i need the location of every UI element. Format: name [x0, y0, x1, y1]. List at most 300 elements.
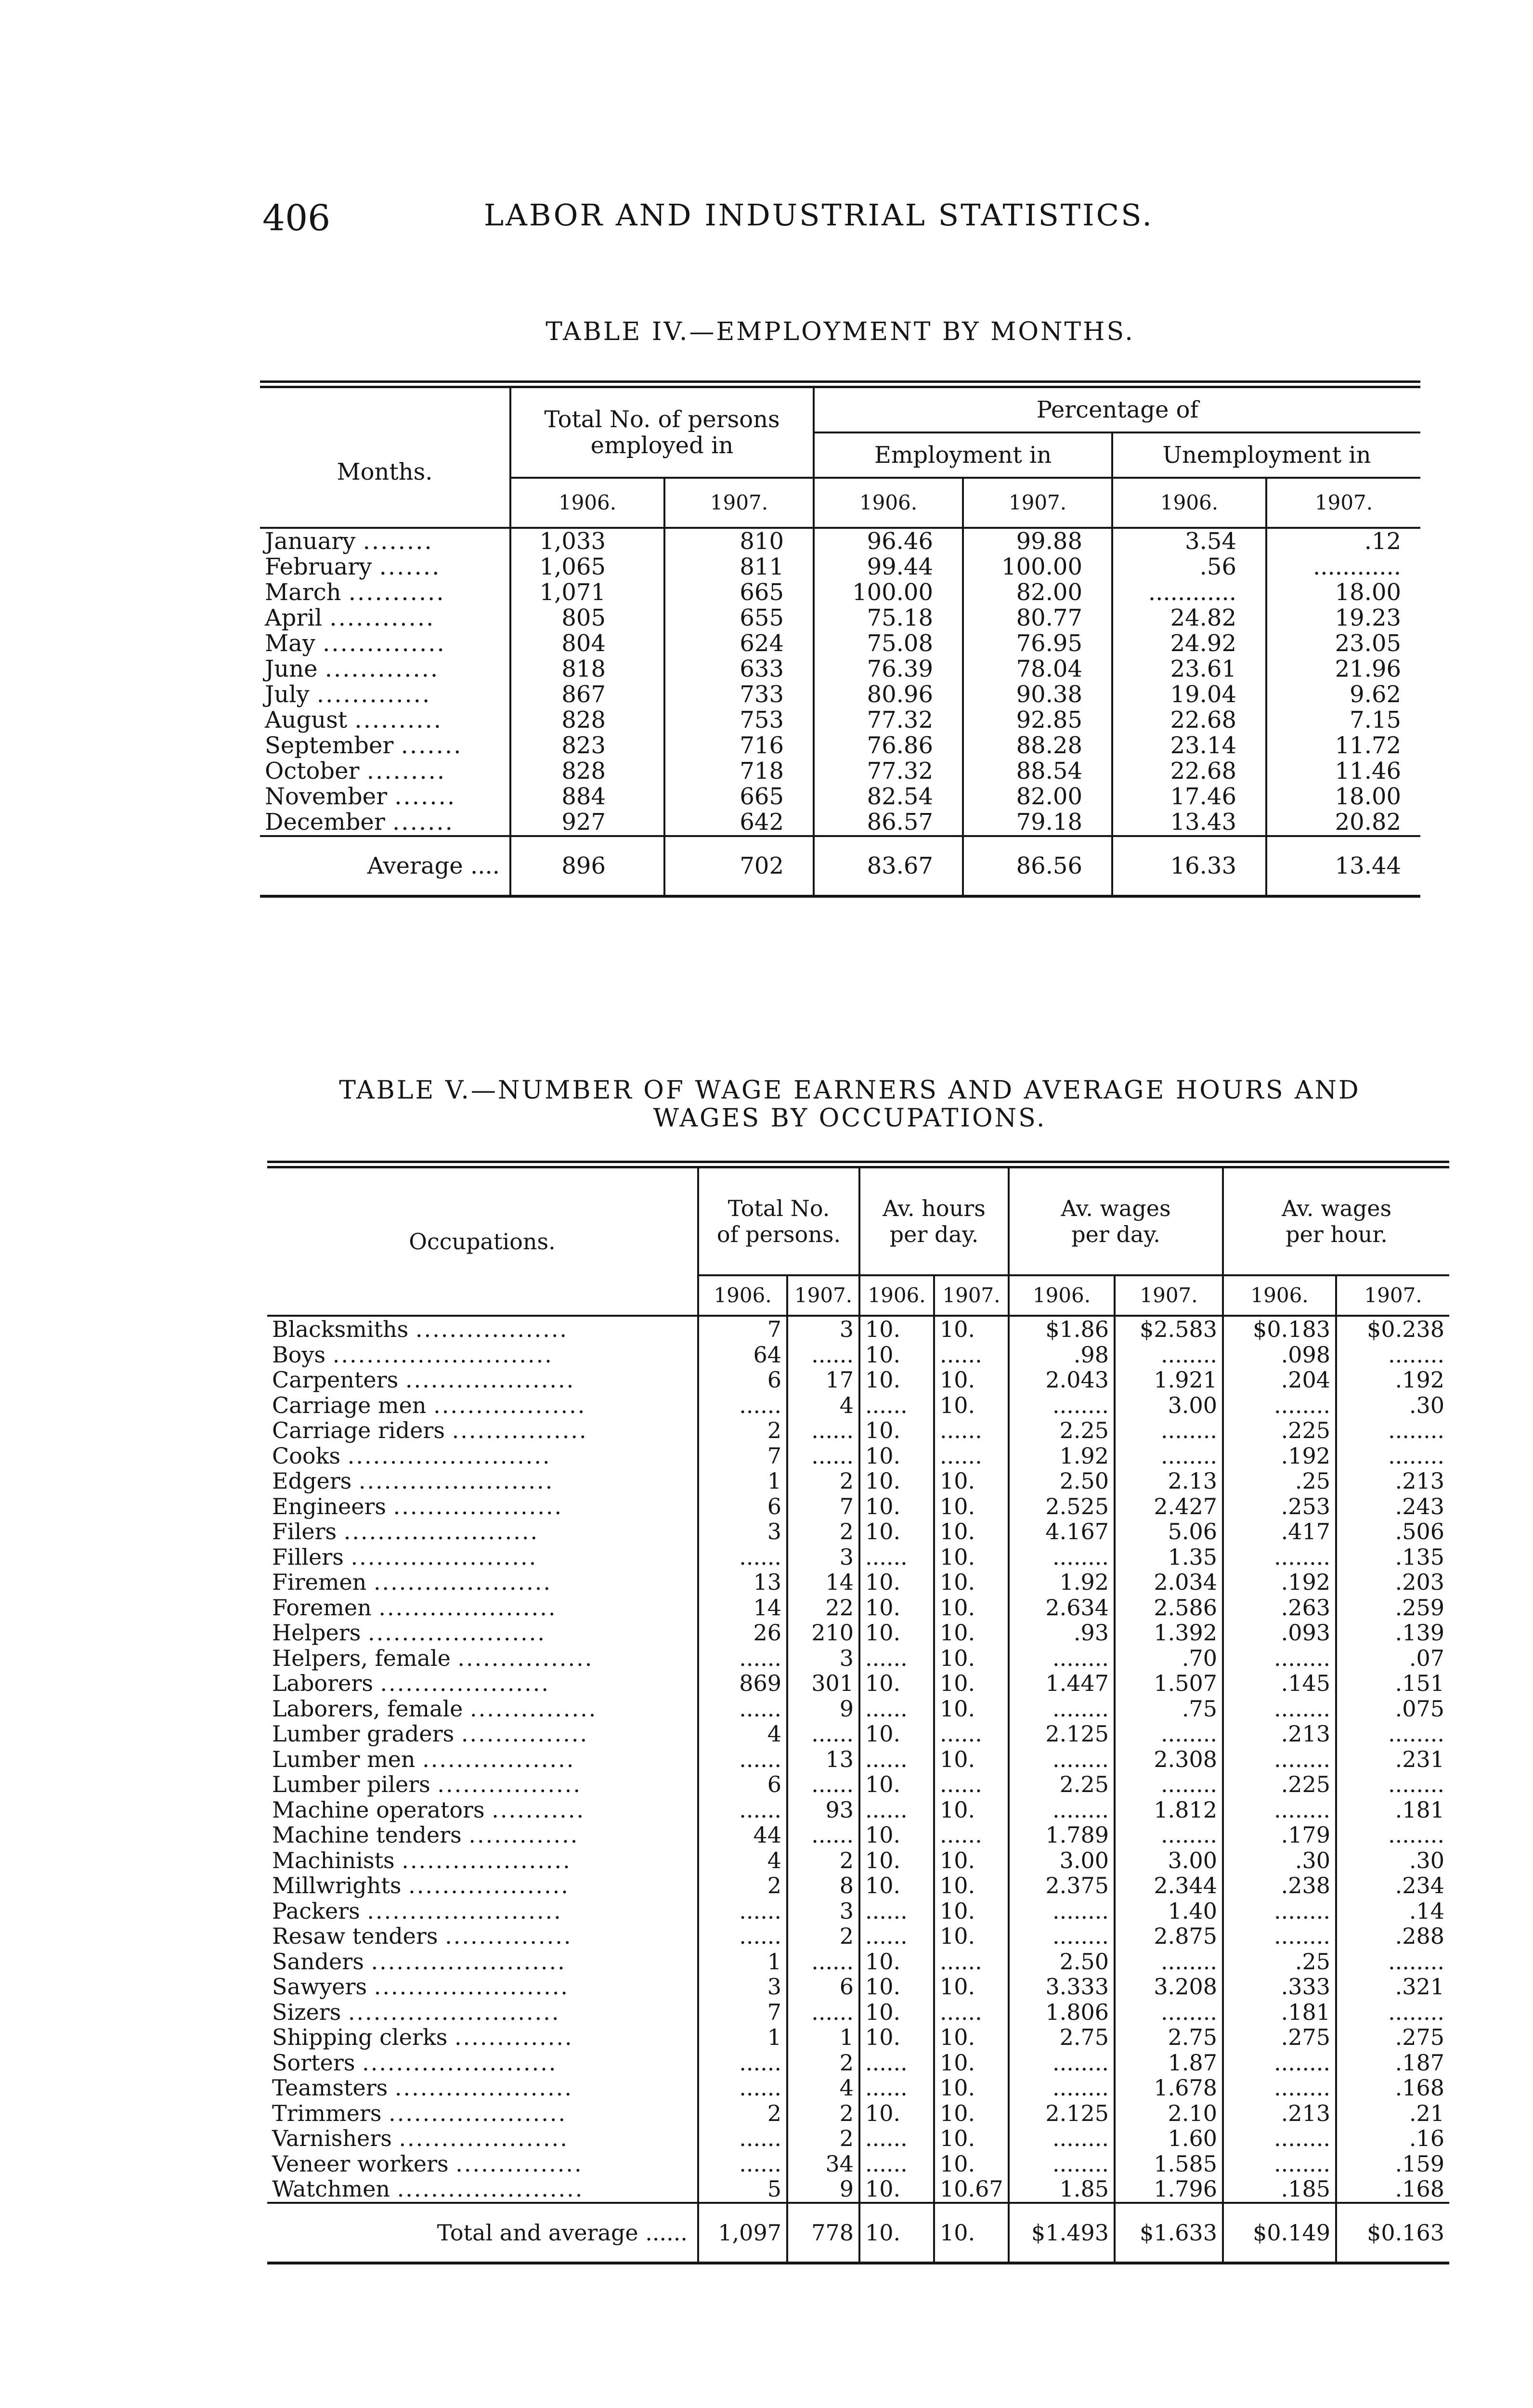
table5-occupation-label — [267, 1519, 698, 1544]
table4-cell: 76.86 — [814, 733, 963, 759]
table5-cell: ...... — [787, 1418, 859, 1443]
leader-dots: ..................... — [389, 2100, 567, 2126]
table5-cell: 10. — [859, 1848, 934, 1873]
table5-row — [267, 2101, 1449, 2126]
occupation-name: Engineers — [272, 1493, 387, 1519]
table5-cell: 10. — [859, 1570, 934, 1595]
table5-row — [267, 1974, 1449, 2000]
table4-year-1906: 1906. — [1112, 478, 1266, 528]
table5-cell: .14 — [1336, 1898, 1449, 1924]
table5-cell: ...... — [698, 1797, 787, 1823]
table5-cell: ...... — [859, 1393, 934, 1418]
table4-cell: 92.85 — [963, 707, 1112, 733]
table5-occupation-label — [267, 1772, 698, 1797]
table5-cell: ...... — [787, 1822, 859, 1848]
table5-cell: 10. — [934, 2075, 1009, 2101]
table5-occupation-label — [267, 1822, 698, 1848]
table5-cell: .21 — [1336, 2101, 1449, 2126]
table5-cell: ...... — [698, 1898, 787, 1924]
table5-cell: 2.125 — [1009, 1721, 1115, 1747]
table5-cell: 2 — [698, 1418, 787, 1443]
leader-dots: ..................... — [373, 1570, 552, 1595]
table5-cell: 1 — [698, 2025, 787, 2050]
table5-occupation-label — [267, 2176, 698, 2203]
table5-occupation-label — [267, 1443, 698, 1469]
table5-cell: .253 — [1223, 1494, 1336, 1519]
table5-cell: ........ — [1009, 2050, 1115, 2076]
table4-cell: 83.67 — [814, 836, 963, 896]
leader-dots: .................... — [405, 1367, 575, 1393]
month-name: August — [265, 707, 348, 733]
table5-cell: 1.678 — [1115, 2075, 1223, 2101]
occupation-name: Edgers — [272, 1468, 352, 1494]
table5-row — [267, 1393, 1449, 1418]
table5-cell: 2.125 — [1009, 2101, 1115, 2126]
table5-occupation-label — [267, 1620, 698, 1646]
table5-cell: 10. — [859, 2025, 934, 2050]
table5-cell: ...... — [859, 1544, 934, 1570]
table5-cell: ........ — [1009, 1393, 1115, 1418]
table5-cell: ........ — [1223, 2050, 1336, 2076]
table5-cell: ........ — [1115, 1822, 1223, 1848]
table5-row — [267, 1468, 1449, 1494]
table5-cell: .506 — [1336, 1519, 1449, 1544]
table5-row — [267, 2050, 1449, 2076]
table5-row — [267, 1696, 1449, 1722]
month-name: February — [265, 554, 372, 580]
table5-cell: 1.921 — [1115, 1367, 1223, 1393]
table5-occupation-label — [267, 1974, 698, 2000]
table5-cell: .213 — [1223, 1721, 1336, 1747]
leader-dots: ............. — [316, 682, 431, 707]
table5-caption-line1: TABLE V.—NUMBER OF WAGE EARNERS AND AVERAGE HOURS AND — [339, 1076, 1361, 1105]
table5-cell: .225 — [1223, 1772, 1336, 1797]
table5-cell: 2.25 — [1009, 1772, 1115, 1797]
table5-cell: ........ — [1009, 2075, 1115, 2101]
table4-cell: 823 — [510, 733, 664, 759]
table4-row — [260, 810, 1420, 836]
table5-row — [267, 1721, 1449, 1747]
table5-cell: 10. — [934, 1646, 1009, 1671]
table5-occupation-label — [267, 2025, 698, 2050]
leader-dots: .................. — [415, 1316, 569, 1342]
table5-year-1906: 1906. — [1009, 1275, 1115, 1316]
table5-cell: 2.525 — [1009, 1494, 1115, 1519]
table4-year-1906: 1906. — [814, 478, 963, 528]
table4-cell: 90.38 — [963, 682, 1112, 707]
leader-dots: ............... — [445, 1924, 572, 1949]
table5-cell: 2 — [698, 2101, 787, 2126]
table5-cell: 8 — [787, 1873, 859, 1898]
occupation-name: Machine tenders — [272, 1822, 462, 1848]
table5-cell: 10. — [859, 1342, 934, 1368]
leader-dots: ............ — [329, 605, 435, 631]
table5-cell: 10. — [934, 1494, 1009, 1519]
table5-cell: ........ — [1336, 2000, 1449, 2025]
table5-cell: $0.149 — [1223, 2203, 1336, 2263]
table4-row — [260, 707, 1420, 733]
table4-cell: 22.68 — [1112, 759, 1266, 784]
table4-month-label — [260, 656, 510, 682]
table4-cell: 22.68 — [1112, 707, 1266, 733]
occupation-name: Lumber men — [272, 1746, 416, 1772]
table5-cell: 3.00 — [1115, 1848, 1223, 1873]
table5-cell: .275 — [1336, 2025, 1449, 2050]
table5-cell: 2.875 — [1115, 1924, 1223, 1949]
table4-cell: 88.54 — [963, 759, 1112, 784]
table4-cell: 24.82 — [1112, 605, 1266, 631]
occupation-name: Filers — [272, 1519, 337, 1544]
table5-cell: ........ — [1223, 1646, 1336, 1671]
table5-cell: ........ — [1336, 1772, 1449, 1797]
table5-cell: $1.493 — [1009, 2203, 1115, 2263]
occupation-name: Carriage riders — [272, 1418, 445, 1443]
table5-cell: .192 — [1336, 1367, 1449, 1393]
table5-header-total: Total No. of persons. — [698, 1165, 859, 1275]
table5-cell: 9 — [787, 1696, 859, 1722]
table5-row — [267, 1418, 1449, 1443]
table4-cell: 17.46 — [1112, 784, 1266, 810]
table5-cell: 1.35 — [1115, 1544, 1223, 1570]
occupation-name: Millwrights — [272, 1873, 402, 1898]
table4-cell: 88.28 — [963, 733, 1112, 759]
table5-cell: ........ — [1115, 1949, 1223, 1975]
table4-cell: 810 — [664, 528, 814, 554]
leader-dots: ...................... — [397, 2176, 584, 2202]
table5-cell: 2.25 — [1009, 1418, 1115, 1443]
table5-cell: 10. — [859, 1367, 934, 1393]
leader-dots: ....................... — [362, 2050, 558, 2075]
leader-dots: .................... — [399, 2126, 569, 2151]
month-name: April — [265, 605, 323, 631]
table4-cell: 805 — [510, 605, 664, 631]
table4-cell: 20.82 — [1266, 810, 1420, 836]
table5-occupation-label — [267, 2151, 698, 2177]
leader-dots: .................. — [433, 1392, 586, 1418]
table5-cell: 210 — [787, 1620, 859, 1646]
table5-occupation-label — [267, 1848, 698, 1873]
table5-cell: .70 — [1115, 1646, 1223, 1671]
occupation-name: Machine operators — [272, 1797, 485, 1822]
table5-cell: ...... — [698, 2075, 787, 2101]
table5-cell: 10. — [934, 2101, 1009, 2126]
table5-header-occupations: Occupations. — [267, 1165, 698, 1316]
table5-cell: .168 — [1336, 2176, 1449, 2203]
table5-row — [267, 1519, 1449, 1544]
table5-cell: 3.00 — [1115, 1393, 1223, 1418]
leader-dots: ................... — [408, 1873, 570, 1898]
table5-row — [267, 1570, 1449, 1595]
table5-cell: ...... — [859, 1696, 934, 1722]
table4-cell: 733 — [664, 682, 814, 707]
occupation-name: Blacksmiths — [272, 1316, 409, 1342]
table4-cell: 804 — [510, 631, 664, 656]
table5-cell: ...... — [698, 2050, 787, 2076]
leader-dots: ........................ — [347, 1443, 551, 1468]
table5-cell: ........ — [1115, 2000, 1223, 2025]
table5-total-row — [267, 2203, 1449, 2263]
table5-cell: ...... — [934, 1949, 1009, 1975]
table5-cell: ........ — [1009, 1696, 1115, 1722]
table5-wage-earners-by-occupation — [267, 1161, 1449, 2264]
occupation-name: Laborers — [272, 1671, 373, 1696]
table5-cell: 5 — [698, 2176, 787, 2203]
table5-occupation-label — [267, 1747, 698, 1772]
table5-occupation-label — [267, 1494, 698, 1519]
table4-cell: 77.32 — [814, 759, 963, 784]
table5-occupation-label — [267, 1721, 698, 1747]
leader-dots: ....... — [379, 554, 441, 580]
table5-cell: 2 — [787, 2101, 859, 2126]
table5-cell: 2.427 — [1115, 1494, 1223, 1519]
table5-cell: ...... — [698, 2126, 787, 2151]
table5-cell: ...... — [698, 1646, 787, 1671]
table5-cell: 3.00 — [1009, 1848, 1115, 1873]
table5-cell: 10. — [934, 2203, 1009, 2263]
table5-cell: ........ — [1009, 1747, 1115, 1772]
table5-row — [267, 2000, 1449, 2025]
table4-month-label — [260, 784, 510, 810]
table5-cell: ........ — [1009, 1898, 1115, 1924]
table5-cell: .238 — [1223, 1873, 1336, 1898]
table5-cell: ...... — [787, 1443, 859, 1469]
table4-cell: 80.96 — [814, 682, 963, 707]
table5-cell: .098 — [1223, 1342, 1336, 1368]
leader-dots: ........... — [492, 1797, 585, 1822]
table5-header-wages-hour: Av. wages per hour. — [1223, 1165, 1449, 1275]
table5-occupation-label — [267, 1418, 698, 1443]
table4-header-percentage: Percentage of — [814, 384, 1420, 432]
table5-cell: ........ — [1009, 1924, 1115, 1949]
table5-occupation-label — [267, 1646, 698, 1671]
table5-cell: 10. — [859, 2176, 934, 2203]
table5-cell: 7 — [698, 1316, 787, 1342]
table5-cell: $1.86 — [1009, 1316, 1115, 1342]
table5-cell: 10. — [934, 1393, 1009, 1418]
leader-dots: ........... — [348, 580, 445, 605]
table4-year-1907: 1907. — [664, 478, 814, 528]
table4-average-row — [260, 836, 1420, 896]
table5-cell: .234 — [1336, 1873, 1449, 1898]
table4-cell: 16.33 — [1112, 836, 1266, 896]
table5-cell: 10. — [934, 1898, 1009, 1924]
table5-cell: ...... — [859, 2075, 934, 2101]
table4-row — [260, 605, 1420, 631]
table5-year-1907: 1907. — [1115, 1275, 1223, 1316]
table5-cell: 10. — [859, 1316, 934, 1342]
table5-cell: ...... — [934, 1822, 1009, 1848]
table5-cell: ........ — [1115, 1418, 1223, 1443]
table5-header-hours: Av. hours per day. — [859, 1165, 1009, 1275]
table5-cell: 17 — [787, 1367, 859, 1393]
table4-cell: 927 — [510, 810, 664, 836]
table5-cell: ...... — [859, 1797, 934, 1823]
table5-cell: .204 — [1223, 1367, 1336, 1393]
table5-cell: 10. — [859, 1418, 934, 1443]
table4-month-label — [260, 733, 510, 759]
table4-cell: 811 — [664, 554, 814, 580]
table5-cell: .93 — [1009, 1620, 1115, 1646]
table5-occupation-label — [267, 1316, 698, 1342]
table5-cell: 10. — [859, 1873, 934, 1898]
table5-cell: 1.789 — [1009, 1822, 1115, 1848]
table5-cell: 6 — [698, 1367, 787, 1393]
table5-cell: ...... — [698, 1747, 787, 1772]
table5-cell: 10. — [934, 1924, 1009, 1949]
table5-cell: .192 — [1223, 1570, 1336, 1595]
table5-row — [267, 2075, 1449, 2101]
leader-dots: .............. — [454, 2025, 573, 2050]
table5-cell: 7 — [698, 1443, 787, 1469]
month-name: July — [265, 682, 310, 707]
leader-dots: .................... — [393, 1493, 563, 1519]
table5-cell: ...... — [787, 2000, 859, 2025]
table5-cell: 64 — [698, 1342, 787, 1368]
table5-row — [267, 1342, 1449, 1368]
table5-cell: ........ — [1336, 1721, 1449, 1747]
table5-cell: 1.392 — [1115, 1620, 1223, 1646]
table4-cell: 9.62 — [1266, 682, 1420, 707]
table5-cell: 10. — [934, 1848, 1009, 1873]
table4-header-months: Months. — [260, 384, 510, 528]
table4-cell: ............ — [1112, 580, 1266, 605]
table5-cell: .16 — [1336, 2126, 1449, 2151]
table4-cell: 86.57 — [814, 810, 963, 836]
table5-cell: .181 — [1336, 1797, 1449, 1823]
table5-row — [267, 1822, 1449, 1848]
table5-cell: 10. — [934, 1468, 1009, 1494]
month-name: June — [265, 656, 318, 682]
table5-row — [267, 1797, 1449, 1823]
table5-cell: 4 — [787, 2075, 859, 2101]
table5-cell: ........ — [1336, 1418, 1449, 1443]
table5-cell: .30 — [1336, 1393, 1449, 1418]
table4-cell: 753 — [664, 707, 814, 733]
table4-cell: 23.14 — [1112, 733, 1266, 759]
table5-cell: ...... — [859, 1924, 934, 1949]
table5-row — [267, 1595, 1449, 1621]
occupation-name: Trimmers — [272, 2100, 382, 2126]
table5-cell: 14 — [787, 1570, 859, 1595]
table5-cell: 10. — [859, 1671, 934, 1696]
occupation-name: Machinists — [272, 1847, 395, 1873]
table4-cell: 828 — [510, 707, 664, 733]
table4-month-label — [260, 707, 510, 733]
table4-body — [260, 528, 1420, 836]
table4-cell: 13.43 — [1112, 810, 1266, 836]
table5-cell: 1 — [698, 1949, 787, 1975]
table5-cell: 10. — [859, 1494, 934, 1519]
table5-cell: 10. — [934, 1595, 1009, 1621]
table5-cell: 3 — [787, 1316, 859, 1342]
occupation-name: Sorters — [272, 2050, 355, 2075]
table4-year-1907: 1907. — [963, 478, 1112, 528]
table5-cell: 34 — [787, 2151, 859, 2177]
page-header — [262, 197, 1322, 250]
occupation-name: Cooks — [272, 1443, 341, 1468]
table5-caption-line2: WAGES BY OCCUPATIONS. — [653, 1104, 1047, 1133]
table4-row — [260, 554, 1420, 580]
table5-cell: 10. — [934, 1974, 1009, 2000]
table5-cell: .243 — [1336, 1494, 1449, 1519]
table4-cell: 19.04 — [1112, 682, 1266, 707]
table5-cell: 10. — [859, 1595, 934, 1621]
table5-cell: 3 — [787, 1544, 859, 1570]
table4-cell: 633 — [664, 656, 814, 682]
table5-cell: 10. — [859, 1974, 934, 2000]
table4-cell: 13.44 — [1266, 836, 1420, 896]
table4-row — [260, 759, 1420, 784]
table5-cell: .288 — [1336, 1924, 1449, 1949]
leader-dots: ...................... — [351, 1544, 538, 1570]
table5-cell: 2.10 — [1115, 2101, 1223, 2126]
table4-year-1906: 1906. — [510, 478, 664, 528]
table5-cell: ...... — [934, 1418, 1009, 1443]
table5-cell: 10. — [934, 1696, 1009, 1722]
table5-cell: .231 — [1336, 1747, 1449, 1772]
table5-cell: .333 — [1223, 1974, 1336, 2000]
table4-cell: 82.00 — [963, 784, 1112, 810]
table4-cell: 82.00 — [963, 580, 1112, 605]
table5-occupation-label — [267, 2050, 698, 2076]
table5-cell: 22 — [787, 1595, 859, 1621]
leader-dots: ....................... — [371, 1949, 566, 1974]
table5-cell: ...... — [934, 1443, 1009, 1469]
table5-cell: 10. — [934, 2151, 1009, 2177]
table5-cell: 10.67 — [934, 2176, 1009, 2203]
table5-occupation-label — [267, 2000, 698, 2025]
leader-dots: ............. — [468, 1822, 579, 1848]
table5-cell: ...... — [787, 1721, 859, 1747]
leader-dots: ..................... — [378, 1595, 557, 1620]
table4-cell: 702 — [664, 836, 814, 896]
table5-cell: .179 — [1223, 1822, 1336, 1848]
table4-cell: 7.15 — [1266, 707, 1420, 733]
table5-cell: ...... — [934, 1342, 1009, 1368]
table5-cell: 6 — [787, 1974, 859, 2000]
leader-dots: ......................... — [348, 1999, 560, 2025]
table5-cell: ........ — [1223, 1696, 1336, 1722]
table5-row — [267, 1772, 1449, 1797]
table4-month-label — [260, 759, 510, 784]
occupation-name: Teamsters — [272, 2075, 388, 2101]
table5-cell: 2.75 — [1009, 2025, 1115, 2050]
table5-occupation-label — [267, 1797, 698, 1823]
table5-cell: ........ — [1223, 2126, 1336, 2151]
table5-cell: ........ — [1115, 1772, 1223, 1797]
table5-cell: $0.238 — [1336, 1316, 1449, 1342]
leader-dots: ..................... — [394, 2075, 573, 2101]
table5-cell: 10. — [934, 1671, 1009, 1696]
table4-cell: 18.00 — [1266, 580, 1420, 605]
table5-cell: ........ — [1009, 1544, 1115, 1570]
table4-row — [260, 784, 1420, 810]
table4-header-total: Total No. of persons employed in — [510, 384, 814, 478]
table5-occupation-label — [267, 1696, 698, 1722]
leader-dots: ....................... — [374, 1974, 570, 2000]
leader-dots: ......... — [366, 759, 446, 784]
table5-occupation-label — [267, 2126, 698, 2151]
table5-cell: 13 — [787, 1747, 859, 1772]
table5-occupation-label — [267, 1544, 698, 1570]
table5-cell: 1.60 — [1115, 2126, 1223, 2151]
table5-cell: 9 — [787, 2176, 859, 2203]
table4-row — [260, 656, 1420, 682]
leader-dots: ........ — [363, 528, 433, 554]
table4-cell: 79.18 — [963, 810, 1112, 836]
table5-cell: 4 — [698, 1848, 787, 1873]
table5-cell: 10. — [934, 2025, 1009, 2050]
